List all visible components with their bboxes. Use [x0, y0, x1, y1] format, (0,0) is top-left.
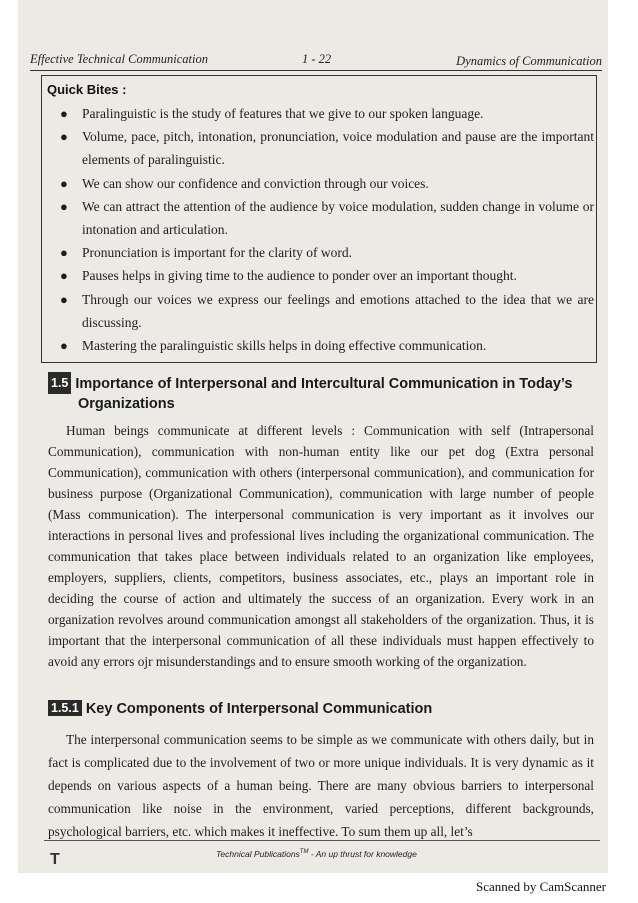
chapter-title: Dynamics of Communication — [456, 54, 602, 68]
section-heading — [48, 372, 598, 414]
publisher-tagline: - An up thrust for knowledge — [310, 849, 417, 859]
list-item: ● Through our voices we express our feelings and emotions attached to the idea that we are discussing. — [54, 288, 594, 334]
list-item: ● Paralinguistic is the study of features that we give to our spoken language. — [54, 102, 594, 125]
page-footer — [44, 840, 600, 869]
bullet-icon: ● — [60, 338, 68, 354]
trademark-mark: TM — [299, 849, 309, 856]
section-paragraph: Human beings communicate at different levels : Communication with self (Intrapersonal Communication), communication with non-human entity like our pet dog (Extra personal Communication), communication with others (interpersonal communication), and communication for business purpose (Organizational Communication), communication with large number of people (Mass communication). The interpersonal communication is very important as it involves our interactions in personal lives and professional lives including the organizational communication. The communication that takes place between individuals related to an organization like employees, employers, suppliers, clients, competitors, business associates, etc., plays an important role in deciding the course of action and ultimately the success of an organization. Every work in an organization revolves around communication amongst all stakeholders of the organization. Thus, it is important that the interpersonal communication of all these individuals must happen effectively to avoid any errors ojr misunderstandings and to ensure smooth working of the organization. — [48, 423, 594, 669]
subsection-heading — [48, 700, 598, 717]
scanner-watermark: Scanned by CamScanner — [476, 879, 606, 894]
bullet-icon: ● — [60, 245, 68, 261]
book-title: Effective Technical Communication — [30, 52, 208, 66]
bullet-icon: ● — [60, 129, 68, 145]
section-title-line1: Importance of Interpersonal and Intercultural Communication in Today’s — [75, 376, 573, 392]
subsection-paragraph: The interpersonal communication seems to be simple as we communicate with others daily, but in fact is complicated due to the involvement of two or more unique individuals. It is very dynamic as it depends on various aspects of a human being. There are many obvious barriers to interpersonal communication like noise in the environment, varied perceptions, different backgrounds, psychological barriers, etc. which makes it ineffective. To sum them up all, let’s — [48, 732, 594, 839]
bullet-icon: ● — [60, 106, 68, 121]
quick-bites-title: Quick Bites : — [47, 82, 127, 97]
publisher-name: Technical Publications — [216, 849, 300, 859]
quick-bites-box — [41, 75, 597, 363]
subsection-title: Key Components of Interpersonal Communication — [85, 701, 433, 717]
list-item: ● We can show our confidence and conviction through our voices. — [54, 172, 594, 195]
bullet-icon: ● — [60, 268, 68, 284]
bullet-icon: ● — [60, 175, 68, 191]
section-number-badge: 1.5 — [48, 372, 71, 394]
list-item: ● Pauses helps in giving time to the audience to ponder over an important thought. — [54, 264, 594, 287]
page-number: 1 - 22 — [302, 52, 332, 66]
subsection-number-badge: 1.5.1 — [48, 700, 82, 716]
list-item: ● Volume, pace, pitch, intonation, pronunciation, voice modulation and pause are the important elements of paralinguistic. — [54, 125, 594, 171]
running-header — [30, 52, 602, 71]
bullet-icon: ● — [60, 198, 68, 214]
quick-bites-list — [54, 102, 594, 357]
list-item: ● We can attract the attention of the audience by voice modulation, sudden change in volume or intonation and articulation. — [54, 195, 594, 241]
section-title-line2: Organizations — [78, 396, 175, 412]
list-item: ● Pronunciation is important for the clarity of word. — [54, 241, 594, 264]
list-item: ● Mastering the paralinguistic skills helps in doing effective communication. — [54, 334, 594, 357]
footer-text — [216, 849, 417, 859]
publisher-logo-icon: T — [50, 851, 60, 868]
document-page — [18, 0, 608, 873]
bullet-icon: ● — [60, 291, 68, 307]
